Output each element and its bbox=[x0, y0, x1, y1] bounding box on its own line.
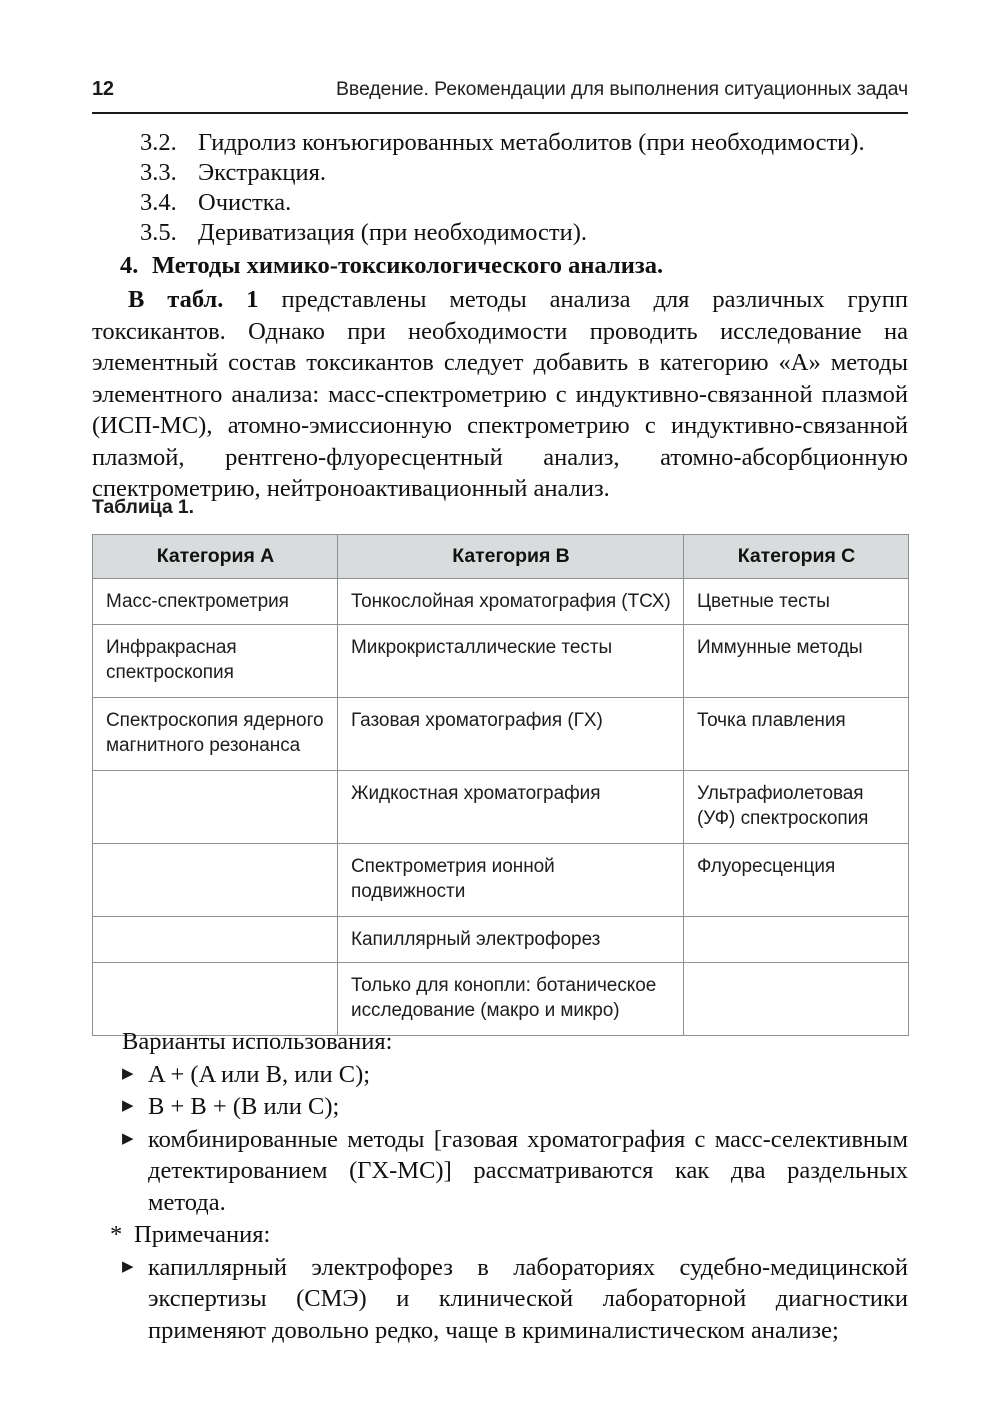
table-row bbox=[93, 917, 909, 963]
cell-a: Масс-спектрометрия bbox=[93, 579, 338, 625]
list-item bbox=[140, 128, 908, 158]
column-header-a: Категория A bbox=[93, 535, 338, 579]
cell-c: Флуоресценция bbox=[684, 844, 909, 917]
list-item-number: 3.5. bbox=[140, 219, 177, 246]
column-header-c: Категория C bbox=[684, 535, 909, 579]
running-title: Введение. Рекомендации для выполнения ситуационных задач bbox=[336, 78, 908, 100]
cell-b: Капиллярный электрофорез bbox=[338, 917, 684, 963]
notes-title bbox=[110, 1219, 908, 1251]
body-content bbox=[92, 128, 908, 529]
variant-item-text: A + (A или B, или C); bbox=[148, 1060, 371, 1088]
asterisk-icon: * bbox=[110, 1221, 123, 1248]
list-item-text: Экстракция. bbox=[198, 159, 326, 186]
variants-title: Варианты использования: bbox=[122, 1028, 393, 1055]
list-item bbox=[140, 188, 908, 218]
list-item-number: 3.2. bbox=[140, 129, 177, 156]
list-item-text: Гидролиз конъюгированных метаболитов (при необходимости). bbox=[198, 129, 865, 156]
body-paragraph bbox=[92, 284, 908, 505]
running-head bbox=[92, 78, 908, 108]
cell-a bbox=[93, 844, 338, 917]
column-header-b: Категория B bbox=[338, 535, 684, 579]
cell-b: Спектрометрия ионной подвижности bbox=[338, 844, 684, 917]
header-rule bbox=[92, 112, 908, 114]
triangle-bullet-icon: ▶ bbox=[122, 1130, 134, 1147]
cell-c: Цветные тесты bbox=[684, 579, 909, 625]
cell-a bbox=[93, 917, 338, 963]
cell-b: Жидкостная хроматография bbox=[338, 771, 684, 844]
triangle-bullet-icon: ▶ bbox=[122, 1098, 134, 1114]
variant-item bbox=[122, 1059, 908, 1091]
list-item-text: Дериватизация (при необходимости). bbox=[198, 219, 588, 246]
cell-c: Точка плавления bbox=[684, 698, 909, 771]
note-item bbox=[122, 1252, 908, 1347]
variant-item-text: B + B + (B или C); bbox=[148, 1093, 340, 1120]
variants-section bbox=[92, 1026, 908, 1346]
section-heading bbox=[120, 250, 908, 281]
triangle-bullet-icon: ▶ bbox=[122, 1065, 134, 1082]
table-row bbox=[93, 963, 909, 1036]
table-caption: Таблица 1. bbox=[92, 496, 194, 518]
table-row bbox=[93, 579, 909, 625]
list-item-text: Очистка. bbox=[198, 189, 292, 216]
section-heading-text: Методы химико-токсикологического анализа. bbox=[152, 252, 664, 279]
notes-title-text: Примечания: bbox=[134, 1221, 271, 1248]
list-item bbox=[140, 158, 908, 188]
list-item-number: 3.4. bbox=[140, 189, 177, 216]
list-item bbox=[140, 218, 908, 248]
note-item-text: капиллярный электрофорез в лабораториях судебно-медицинской экспертизы (СМЭ) и клинической лабораторной диагностики применяют довольно редко, чаще в криминалистическом анализе; bbox=[148, 1253, 908, 1344]
cell-b: Микрокристаллические тесты bbox=[338, 625, 684, 698]
cell-c: Ультрафиолетовая (УФ) спектроскопия bbox=[684, 771, 909, 844]
cell-a bbox=[93, 771, 338, 844]
table-row bbox=[93, 698, 909, 771]
paragraph-text: представлены методы анализа для различных групп токсикантов. Однако при необходимости проводить исследование на элементный состав токсикантов следует добавить в категорию «А» методы элементного анализа: масс-спектрометрию с индуктивно-связанной плазмой (ИСП-МС), атомно-эмиссионную спектрометрию с индуктивно-связанной плазмой, рентгено-флуоресцентный анализ, атомно-абсорбционную спектрометрию, нейтроноактивационный анализ. bbox=[92, 286, 908, 502]
cell-c: Иммунные методы bbox=[684, 625, 909, 698]
table-row bbox=[93, 625, 909, 698]
cell-b: Только для конопли: ботаническое исследование (макро и микро) bbox=[338, 963, 684, 1036]
cell-c bbox=[684, 917, 909, 963]
cell-a: Спектроскопия ядерного магнитного резонанса bbox=[93, 698, 338, 771]
variant-item bbox=[122, 1124, 908, 1219]
paragraph-lead-bold: В табл. 1 bbox=[128, 286, 259, 313]
table-row bbox=[93, 771, 909, 844]
methods-table bbox=[92, 534, 909, 1036]
cell-b: Газовая хроматография (ГХ) bbox=[338, 698, 684, 771]
page-number: 12 bbox=[92, 78, 114, 100]
variant-item-text: комбинированные методы [газовая хроматография с масс-селективным детектированием (ГХ-МС)] рассматриваются как два раздельных метода. bbox=[148, 1125, 908, 1216]
table-header-row bbox=[93, 535, 909, 579]
cell-a: Инфракрасная спектроскопия bbox=[93, 625, 338, 698]
cell-c bbox=[684, 963, 909, 1036]
triangle-bullet-icon: ▶ bbox=[122, 1258, 134, 1275]
list-item-number: 3.3. bbox=[140, 159, 177, 186]
cell-a bbox=[93, 963, 338, 1036]
cell-b: Тонкослойная хроматография (ТСХ) bbox=[338, 579, 684, 625]
variant-item bbox=[122, 1091, 908, 1123]
table-row bbox=[93, 844, 909, 917]
section-heading-number: 4. bbox=[120, 252, 139, 279]
